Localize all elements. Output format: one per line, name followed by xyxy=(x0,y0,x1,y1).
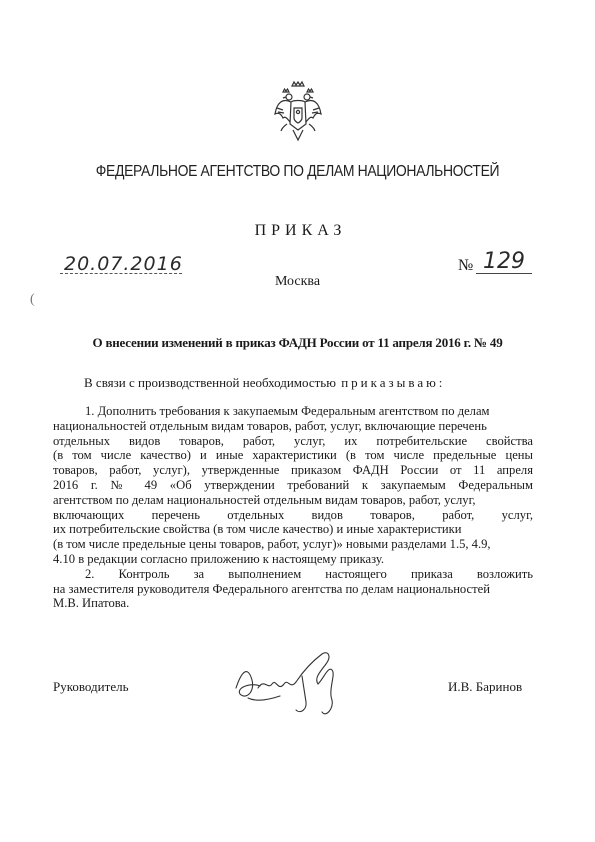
body-line: отдельных видов товаров, работ, услуг, их потребительские свойства xyxy=(53,433,533,448)
body-line: 4.10 в редакции согласно приложению к настоящему приказу. xyxy=(53,551,385,566)
body-line: товаров, работ, услуг), утвержденные приказом ФАДН России от 11 апреля xyxy=(53,463,533,478)
order-title: О внесении изменений в приказ ФАДН России от 11 апреля 2016 г. № 49 xyxy=(92,335,503,350)
number-label: № xyxy=(458,257,474,274)
body-line: 2016 г. № 49 «Об утверждении требований к закупаемым Федеральным xyxy=(53,477,533,492)
body-line: (в том числе качество) и иные характеристики (в том числе предельные цены xyxy=(53,448,533,463)
body-line: М.В. Ипатова. xyxy=(53,596,130,611)
body-line: на заместителя руководителя Федерального агентства по делам национальностей xyxy=(53,581,490,596)
order-number: 129 xyxy=(483,249,525,274)
margin-mark: ( xyxy=(30,292,35,307)
body-line: 2. Контроль за выполнением настоящего приказа возложить xyxy=(85,566,533,581)
coat-of-arms-icon xyxy=(273,80,323,142)
signer-position: Руководитель xyxy=(53,679,129,694)
body-line: агентством по делам национальностей отдельным видам товаров, работ, услуг, xyxy=(53,492,476,507)
preamble xyxy=(84,375,445,391)
signature-image xyxy=(228,640,358,722)
signer-name: И.В. Баринов xyxy=(448,679,523,694)
order-word: приказываю: xyxy=(341,375,446,390)
body-line: их потребительские свойства (в том числе качество) и иные характеристики xyxy=(53,522,462,537)
city: Москва xyxy=(274,274,321,289)
body-line: (в том числе предельные цены товаров, работ, услуг)» новыми разделами 1.5, 4.9, xyxy=(53,537,491,552)
body-line: включающих перечень отдельных видов товаров, работ, услуг, xyxy=(53,507,533,522)
body-line: национальностей отдельным видам товаров, работ, услуг, включающие перечень xyxy=(53,418,487,433)
order-date: 20.07.2016 xyxy=(64,253,183,275)
body-line: 1. Дополнить требования к закупаемым Федеральным агентством по делам xyxy=(85,404,490,418)
preamble-text: В связи с производственной необходимостью xyxy=(84,375,336,390)
document-type: ПРИКАЗ xyxy=(254,222,347,239)
agency-name: ФЕДЕРАЛЬНОЕ АГЕНТСТВО ПО ДЕЛАМ НАЦИОНАЛЬНОСТЕЙ xyxy=(95,163,500,180)
order-body xyxy=(53,404,533,611)
